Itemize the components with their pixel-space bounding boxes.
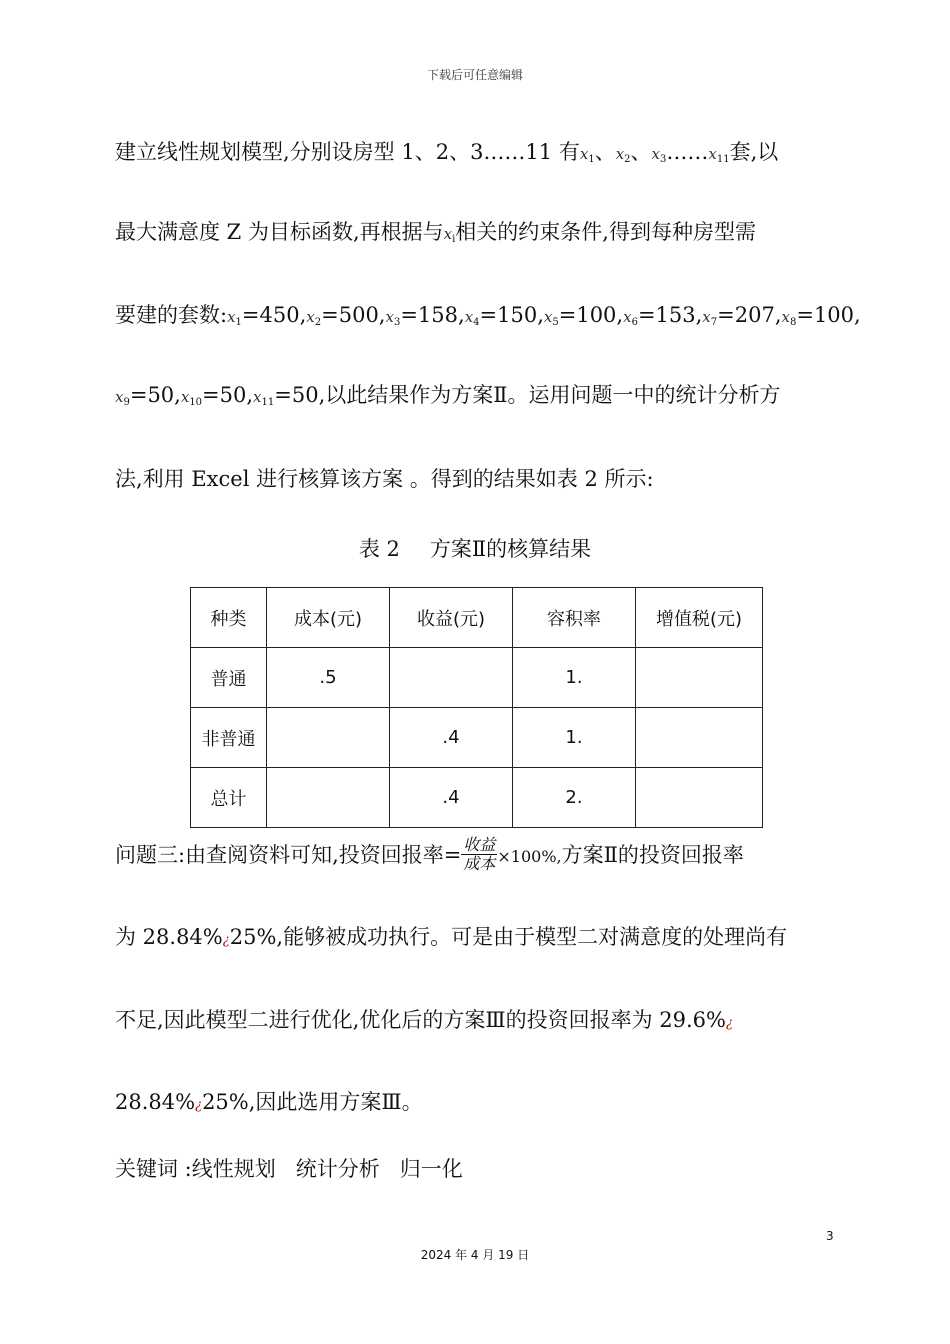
value: =50, <box>274 383 326 407</box>
math-var: x <box>115 388 124 406</box>
value: =450, <box>241 303 307 327</box>
text-run: 25%,能够被成功执行。可是由于模型二对满意度的处理尚有 <box>229 925 788 949</box>
math-sub: i <box>452 234 456 245</box>
text-run: 25%,因此选用方案Ⅲ。 <box>202 1090 423 1114</box>
paragraph-line-5: 法,利用 Excel 进行核算该方案 。得到的结果如表 2 所示: <box>115 467 654 491</box>
text-run: 、 <box>594 140 616 164</box>
text-run: 建立线性规划模型,分别设房型 1、2、3……11 有 <box>115 140 580 164</box>
text-run: 为 28.84% <box>115 925 223 949</box>
table-cell: 1. <box>513 708 636 768</box>
paragraph-line-1 <box>115 136 845 173</box>
value: =50, <box>129 383 181 407</box>
math-sub: 5 <box>552 317 559 328</box>
table-header-cell: 收益(元) <box>390 588 513 648</box>
table-cell <box>636 768 763 828</box>
math-sub: 9 <box>123 397 130 408</box>
math-var: x <box>702 308 711 326</box>
table-cell <box>267 768 390 828</box>
text-run: 不足,因此模型二进行优化,优化后的方案Ⅲ的投资回报率为 29.6% <box>115 1008 726 1032</box>
text-run: 方案Ⅱ的投资回报率 <box>561 843 744 867</box>
value: =158, <box>400 303 465 327</box>
page-number: 3 <box>826 1229 834 1243</box>
math-sub: 10 <box>189 397 203 408</box>
math-sub: 8 <box>789 317 797 328</box>
text-run: ×100%, <box>497 847 562 866</box>
table-cell <box>636 708 763 768</box>
paragraph-line-7 <box>115 921 845 957</box>
table-header-cell: 容积率 <box>513 588 636 648</box>
table-cell <box>390 648 513 708</box>
math-var: x <box>306 308 315 326</box>
math-sub: 2 <box>624 154 631 165</box>
value: =150, <box>479 303 544 327</box>
math-var: x <box>253 388 262 406</box>
value: =50, <box>202 383 254 407</box>
value: =500, <box>321 303 386 327</box>
paragraph-line-2 <box>115 216 845 253</box>
fraction <box>461 836 497 873</box>
value: =100, <box>558 303 624 327</box>
value: =207, <box>717 303 782 327</box>
text-run: 套,以 <box>729 140 779 164</box>
table-row <box>191 648 763 708</box>
math-var: x <box>615 145 625 163</box>
text-run: 要建的套数: <box>115 303 228 327</box>
math-sub: 1 <box>588 154 595 165</box>
math-var: x <box>781 308 790 326</box>
caption-label: 表 2 <box>358 537 400 561</box>
text-run: 以此结果作为方案Ⅱ。运用问题一中的统计分析方 <box>325 383 781 407</box>
fraction-denominator: 成本 <box>463 854 496 873</box>
table-header-cell: 种类 <box>191 588 267 648</box>
table-cell: .4 <box>390 768 513 828</box>
fraction-numerator: 收益 <box>463 835 496 854</box>
table-cell: 普通 <box>191 648 267 708</box>
math-var: x <box>385 308 394 326</box>
table-cell: 总计 <box>191 768 267 828</box>
math-var: x <box>651 145 660 163</box>
math-var: x <box>623 308 632 326</box>
paragraph-line-6 <box>115 835 845 875</box>
text-run: …… <box>666 140 709 164</box>
math-sub: 4 <box>473 317 480 328</box>
table-cell <box>267 708 390 768</box>
math-var: x <box>579 145 589 163</box>
text-run: 最大满意度 Z 为目标函数,再根据与 <box>115 220 444 244</box>
text-run: 问题三:由查阅资料可知,投资回报率= <box>115 843 462 867</box>
math-sub: 3 <box>393 317 401 328</box>
table-header-row <box>191 588 763 648</box>
text-run: 相关的约束条件,得到每种房型需 <box>455 220 756 244</box>
keywords: 关键词 :线性规划 统计分析 归一化 <box>115 1157 463 1181</box>
value: =153, <box>637 303 703 327</box>
table-cell: 1. <box>513 648 636 708</box>
text-run: 28.84% <box>115 1090 196 1114</box>
glyph: ¿ <box>726 1016 733 1031</box>
math-var: x <box>708 145 717 163</box>
table-row <box>191 708 763 768</box>
table-header-cell: 成本(元) <box>267 588 390 648</box>
math-sub: 1 <box>235 317 242 328</box>
paragraph-line-4 <box>115 379 845 416</box>
math-sub: 3 <box>660 154 667 165</box>
footer-date: 2024 年 4 月 19 日 <box>420 1248 530 1262</box>
table-cell: 非普通 <box>191 708 267 768</box>
table-header-cell: 增值税(元) <box>636 588 763 648</box>
table-row <box>191 768 763 828</box>
table-cell <box>636 648 763 708</box>
table-caption <box>0 533 950 565</box>
paragraph-line-8 <box>115 1004 845 1040</box>
glyph: ¿ <box>222 933 230 948</box>
paragraph-line-3 <box>115 299 861 336</box>
math-var: x <box>180 388 190 406</box>
glyph: ¿ <box>195 1098 203 1113</box>
math-sub: 11 <box>716 154 730 165</box>
math-var: x <box>543 308 553 326</box>
value: =100, <box>796 303 861 327</box>
math-sub: 2 <box>314 317 322 328</box>
math-sub: 7 <box>710 317 718 328</box>
math-sub: 6 <box>631 317 638 328</box>
math-sub: 11 <box>261 397 275 408</box>
math-var: x <box>227 308 236 326</box>
paragraph-line-9 <box>115 1086 845 1122</box>
page-header: 下载后可任意编辑 <box>426 68 523 82</box>
table-cell: .5 <box>267 648 390 708</box>
text-run: 、 <box>630 140 652 164</box>
math-var: x <box>464 308 474 326</box>
math-var: x <box>443 225 453 243</box>
results-table <box>190 587 763 828</box>
table-cell: 2. <box>513 768 636 828</box>
table-cell: .4 <box>390 708 513 768</box>
caption-title: 方案Ⅱ的核算结果 <box>429 537 592 561</box>
